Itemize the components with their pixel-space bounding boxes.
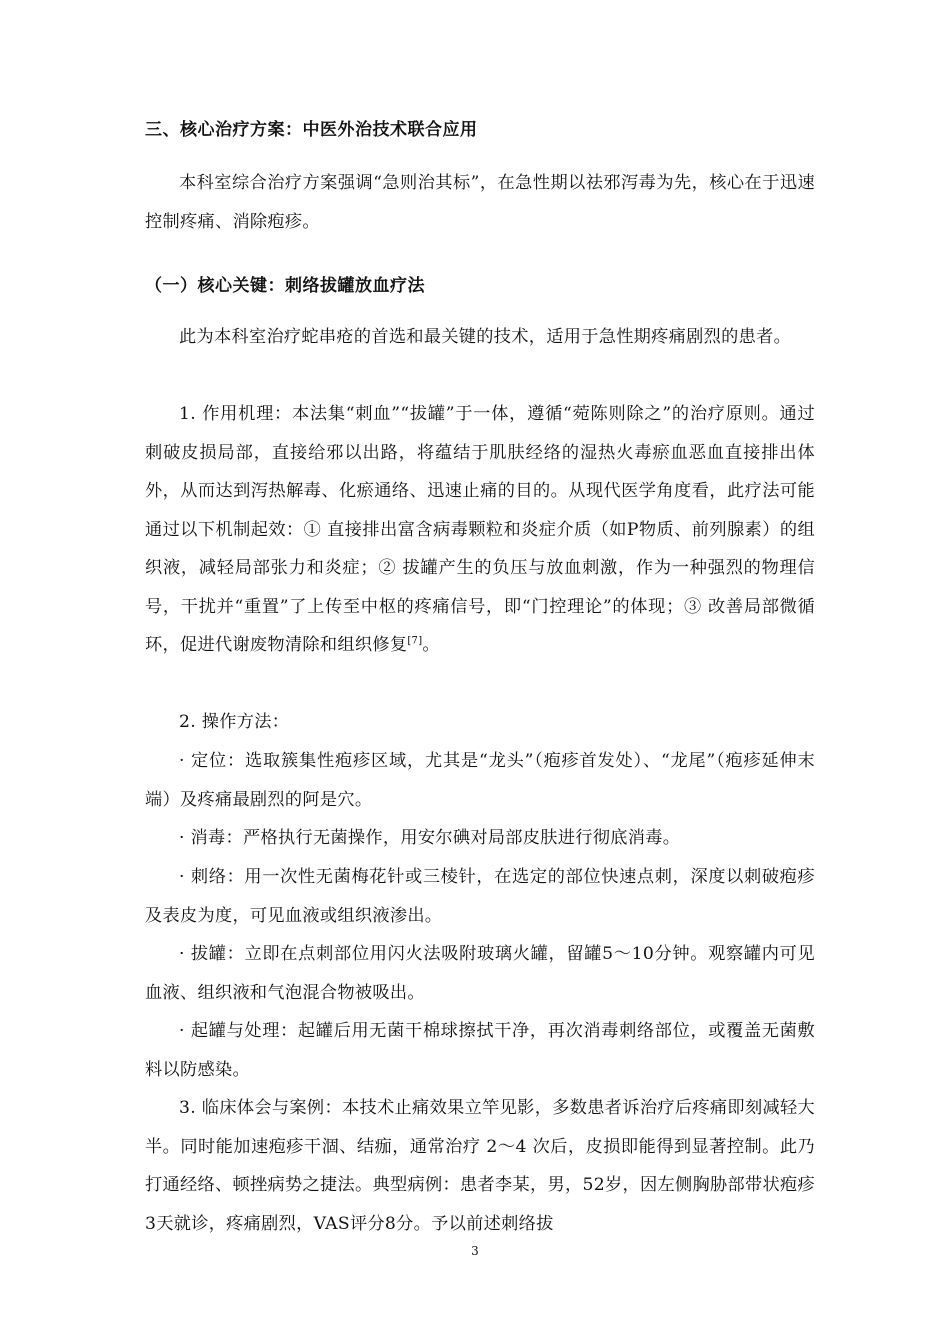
reference-marker: [7] — [407, 635, 423, 647]
subsection-intro-paragraph: 此为本科室治疗蛇串疮的首选和最关键的技术，适用于急性期疼痛剧烈的患者。 — [179, 327, 792, 347]
clinical-paragraph: 3. 临床体会与案例：本技术止痛效果立竿见影，多数患者诉治疗后疼痛即刻减轻大半。同时能加速疱疹干涸、结痂，通常治疗 2～4 次后，皮损即能得到显著控制。此乃打通经络、顿挫病势之捷法。典型病例：患者李某，男，52岁，因左侧胸胁部带状疱疹3天就诊，疼痛剧烈，VAS评分8分。予以前述刺络拔 — [145, 1098, 815, 1234]
section-heading: 三、核心治疗方案：中医外治技术联合应用 — [145, 120, 478, 140]
step-disinfect: · 消毒：严格执行无菌操作，用安尔碘对局部皮肤进行彻底消毒。 — [179, 828, 681, 848]
mechanism-text: 1. 作用机理：本法集“刺血”“拔罐”于一体，遵循“菀陈则除之”的治疗原则。通过刺破皮损局部，直接给邪以出路，将蕴结于肌肤经络的湿热火毒瘀血恶血直接排出体外，从而达到泻热解毒、化瘀通络、迅速止痛的目的。从现代医学角度看，此疗法可能通过以下机制起效：① 直接排出富含病毒颗粒和炎症介质（如P物质、前列腺素）的组织液，减轻局部张力和炎症；② 拔罐产生的负压与放血刺激，作为一种强烈的物理信号，干扰并“重置”了上传至中枢的疼痛信号，即“门控理论”的体现；③ 改善局部微循环，促进代谢废物清除和组织修复 — [145, 404, 815, 655]
intro-paragraph: 本科室综合治疗方案强调“急则治其标”，在急性期以祛邪泻毒为先，核心在于迅速控制疼痛、消除疱疹。 — [145, 173, 815, 232]
step-prick: · 刺络：用一次性无菌梅花针或三棱针，在选定的部位快速点刺，深度以刺破疱疹及表皮为度，可见血液或组织液渗出。 — [145, 867, 815, 926]
step-remove-cup: · 起罐与处理：起罐后用无菌干棉球擦拭干净，再次消毒刺络部位，或覆盖无菌敷料以防感染。 — [145, 1021, 815, 1080]
step-locate: · 定位：选取簇集性疱疹区域，尤其是“龙头”（疱疹首发处）、“龙尾”（疱疹延伸末端）及疼痛最剧烈的阿是穴。 — [145, 751, 815, 810]
mechanism-end: 。 — [422, 635, 440, 655]
step-cupping: · 拔罐：立即在点刺部位用闪火法吸附玻璃火罐，留罐5～10分钟。观察罐内可见血液、组织液和气泡混合物被吸出。 — [145, 944, 815, 1003]
page-number: 3 — [471, 1244, 479, 1258]
operation-title: 2. 操作方法： — [179, 712, 290, 732]
mechanism-paragraph — [145, 395, 815, 665]
subsection-heading: （一）核心关键：刺络拔罐放血疗法 — [145, 276, 425, 296]
